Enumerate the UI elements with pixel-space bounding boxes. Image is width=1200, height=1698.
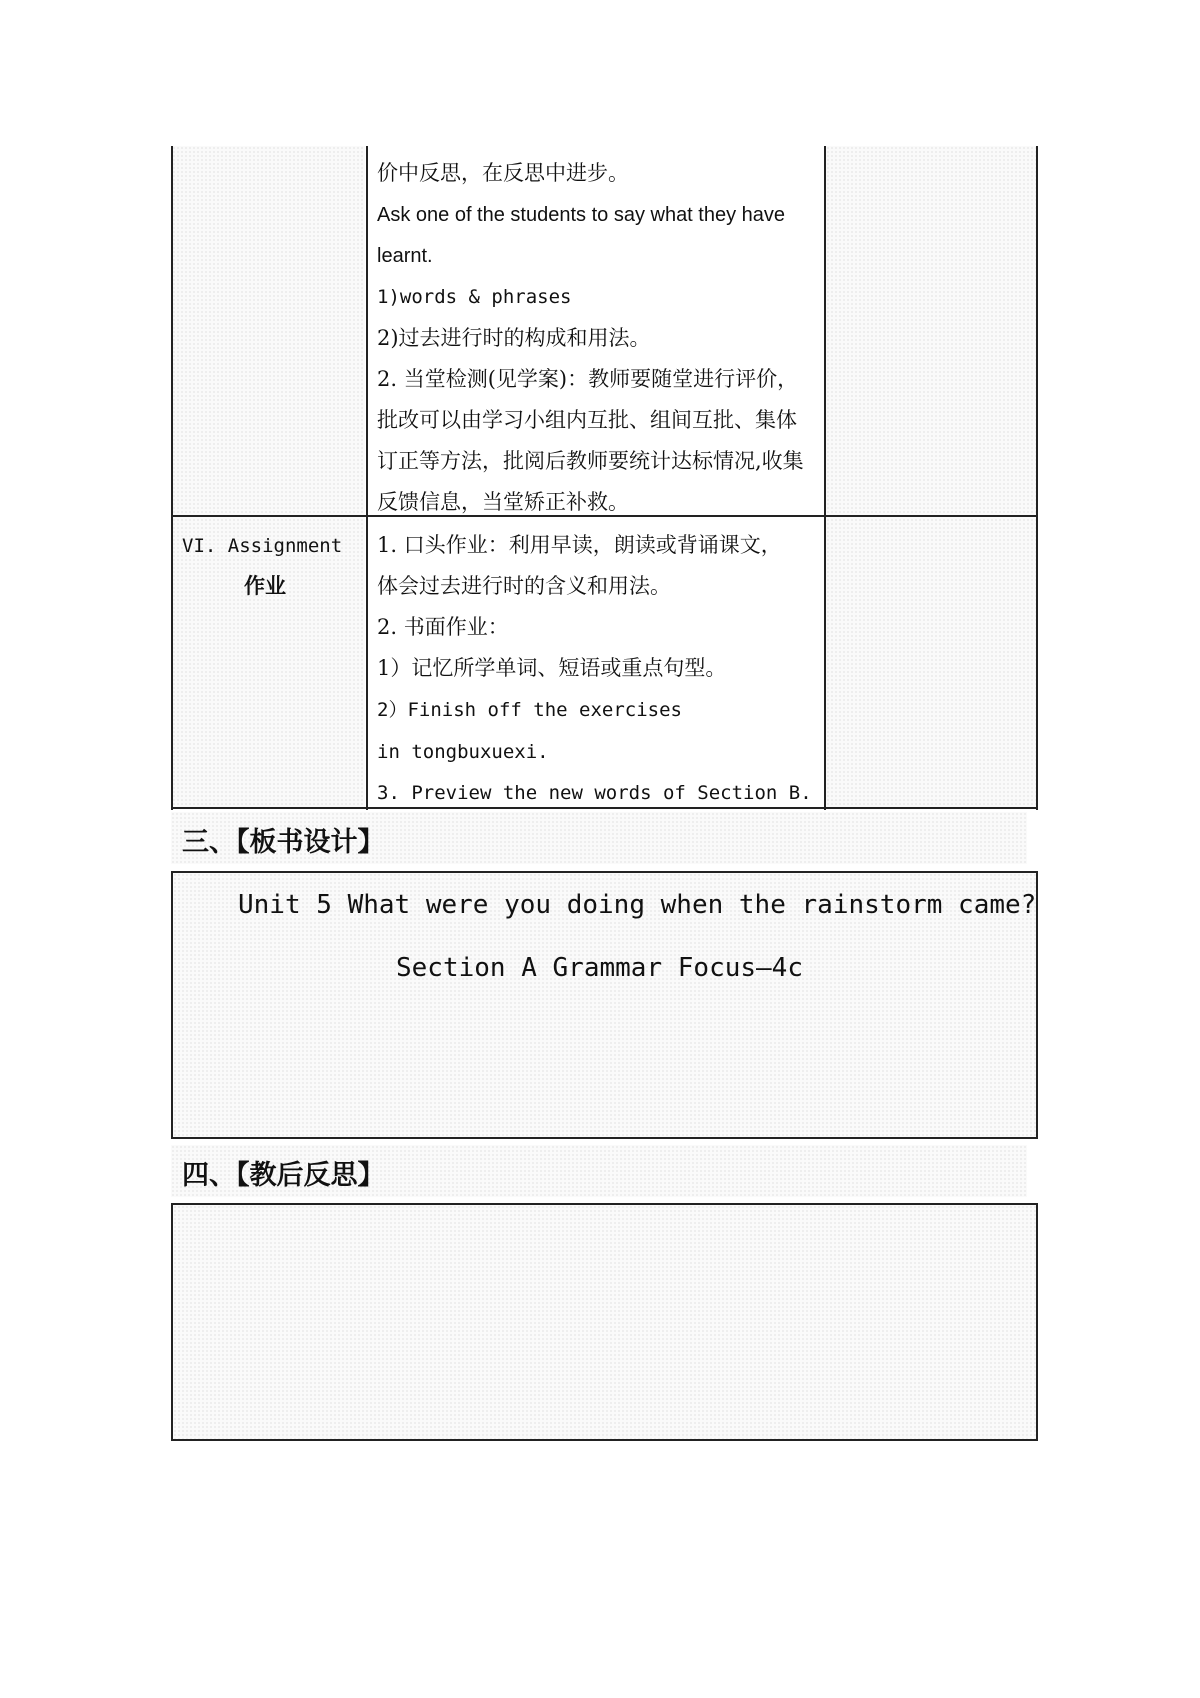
review-line: learnt.: [377, 245, 433, 267]
notes-column: [826, 146, 1037, 809]
assignment-line: 体会过去进行时的含义和用法。: [377, 574, 671, 598]
review-line: 反馈信息，当堂矫正补救。: [377, 490, 629, 514]
review-line: 2. 当堂检测(见学案)：教师要随堂进行评价，: [377, 367, 799, 391]
review-line: 订正等方法，批阅后教师要统计达标情况,收集: [377, 449, 804, 473]
assignment-label: VI. Assignment: [182, 535, 343, 557]
assignment-line: 3. Preview the new words of Section B.: [377, 782, 812, 804]
reflection-heading: 四、【教后反思】: [182, 1160, 385, 1191]
assignment-line: in tongbuxuexi.: [377, 741, 549, 763]
reflection-box: [171, 1203, 1038, 1441]
stage-column: [172, 146, 365, 809]
assignment-line: 2. 书面作业：: [377, 615, 509, 639]
assignment-line: 1）记忆所学单词、短语或重点句型。: [377, 656, 727, 680]
review-line: Ask one of the students to say what they have: [377, 204, 786, 226]
table-border-bottom: [171, 807, 1038, 809]
assignment-line: 1. 口头作业：利用早读，朗读或背诵课文，: [377, 533, 782, 557]
table-divider-2: [824, 146, 826, 810]
board-design-heading: 三、【板书设计】: [182, 827, 385, 858]
board-title: Unit 5 What were you doing when the rainstorm came?: [238, 890, 1037, 920]
table-border-right: [1036, 146, 1038, 810]
review-line: 价中反思，在反思中进步。: [377, 161, 629, 185]
assignment-label-zh: 作业: [244, 573, 286, 598]
table-border-left: [171, 146, 173, 810]
assignment-line: 2）Finish off the exercises: [377, 699, 682, 721]
table-divider-1: [366, 146, 368, 810]
board-subtitle: Section A Grammar Focus—4c: [396, 953, 803, 983]
review-line: 1)words & phrases: [377, 286, 572, 308]
review-line: 批改可以由学习小组内互批、组间互批、集体: [377, 408, 797, 432]
review-line: 2)过去进行时的构成和用法。: [377, 326, 651, 350]
